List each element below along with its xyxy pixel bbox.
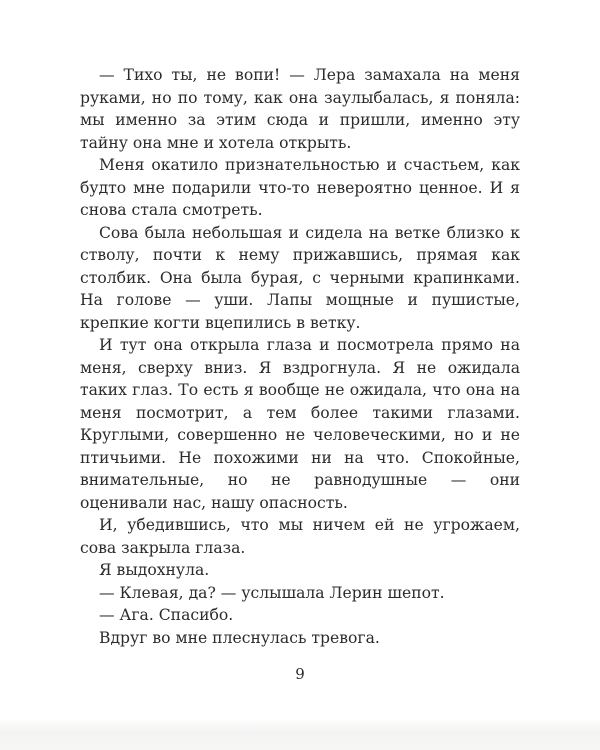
page-bottom-edge (0, 718, 600, 750)
paragraph: Вдруг во мне плеснулась тревога. (99, 628, 380, 647)
paragraph: Я выдохнула. (99, 561, 210, 579)
page-number: 9 (295, 665, 305, 683)
paragraph: И тут она открыла глаза и посмотрела прямо на меня, сверху вниз. Я вздрогнула. Я не ожидала таких глаз. То есть я вообще не ожидала, что она на меня посмотрит, а тем более такими глазами. Круглыми, совершенно не человеческими, но и не птичьими. Не похожими ни на что. Спокойные, внимательные, но не равнодушные — они оценивали нас, нашу опасность. (80, 336, 520, 512)
page-text (80, 64, 520, 649)
paragraph: — Клевая, да? — услышала Лерин шепот. (99, 583, 445, 602)
paragraph: И, убедившись, что мы ничем ей не угрожаем, сова закрыла глаза. (80, 516, 520, 557)
paragraph: Сова была небольшая и сидела на ветке близко к стволу, почти к нему прижавшись, прямая как столбик. Она была бурая, с черными крапинками. На голове — уши. Лапы мощные и пушистые, крепкие когти вцепились в ветку. (80, 223, 520, 332)
paragraph: Меня окатило признательностью и счастьем, как будто мне подарили что-то невероятно ценное. И я снова стала смотреть. (80, 156, 520, 219)
paragraph: — Тихо ты, не вопи! — Лера замахала на меня руками, но по тому, как она заулыбалась, я поняла: мы именно за этим сюда и пришли, именно эту тайну она мне и хотела открыть. (80, 66, 520, 152)
paragraph: — Ага. Спасибо. (99, 606, 234, 624)
